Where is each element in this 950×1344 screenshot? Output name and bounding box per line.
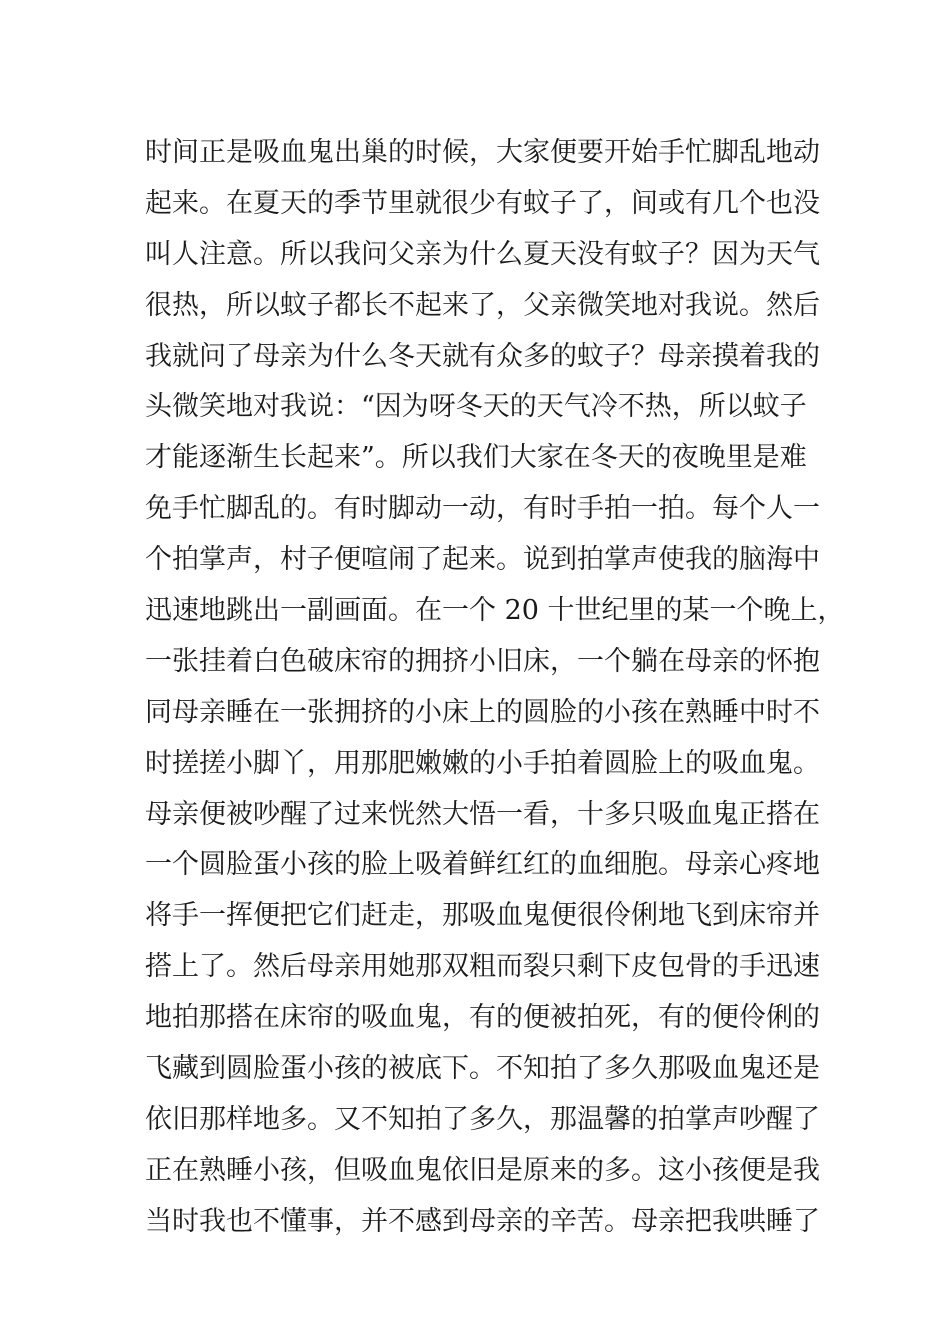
text-line: 个拍掌声，村子便喧闹了起来。说到拍掌声使我的脑海中 <box>145 544 820 576</box>
text-line: 起来。在夏天的季节里就很少有蚊子了，间或有几个也没 <box>145 187 820 219</box>
text-line: 正在熟睡小孩，但吸血鬼依旧是原来的多。这小孩便是我 <box>145 1154 820 1186</box>
text-line: 将手一挥便把它们赶走，那吸血鬼便很伶俐地飞到床帘并 <box>145 900 820 932</box>
text-line: 一张挂着白色破床帘的拥挤小旧床，一个躺在母亲的怀抱 <box>145 645 820 677</box>
text-line: 时搓搓小脚丫，用那肥嫩嫩的小手拍着圆脸上的吸血鬼。 <box>145 747 820 779</box>
text-line: 母亲便被吵醒了过来恍然大悟一看，十多只吸血鬼正搭在 <box>145 798 820 830</box>
text-line: 依旧那样地多。又不知拍了多久，那温馨的拍掌声吵醒了 <box>145 1103 820 1135</box>
text-line: 一个圆脸蛋小孩的脸上吸着鲜红红的血细胞。母亲心疼地 <box>145 849 820 881</box>
text-line: 地拍那搭在床帘的吸血鬼，有的便被拍死，有的便伶俐的 <box>145 1002 820 1034</box>
text-line: 飞藏到圆脸蛋小孩的被底下。不知拍了多久那吸血鬼还是 <box>145 1053 820 1085</box>
text-line: 同母亲睡在一张拥挤的小床上的圆脸的小孩在熟睡中时不 <box>145 696 820 728</box>
text-line: 迅速地跳出一副画面。在一个 20 十世纪里的某一个晚上， <box>145 595 845 627</box>
body-text <box>145 128 845 1248</box>
text-line: 搭上了。然后母亲用她那双粗而裂只剩下皮包骨的手迅速 <box>145 951 820 983</box>
text-line: 当时我也不懂事，并不感到母亲的辛苦。母亲把我哄睡了 <box>145 1205 820 1237</box>
text-line: 才能逐渐生长起来”。所以我们大家在冬天的夜晚里是难 <box>145 442 807 474</box>
text-line: 叫人注意。所以我问父亲为什么夏天没有蚊子？因为天气 <box>145 238 820 270</box>
text-line: 很热，所以蚊子都长不起来了，父亲微笑地对我说。然后 <box>145 289 820 321</box>
text-line: 免手忙脚乱的。有时脚动一动，有时手拍一拍。每个人一 <box>145 493 820 525</box>
text-line: 头微笑地对我说：“因为呀冬天的天气冷不热，所以蚊子 <box>145 391 807 423</box>
text-line: 我就问了母亲为什么冬天就有众多的蚊子？母亲摸着我的 <box>145 340 820 372</box>
text-line: 时间正是吸血鬼出巢的时候，大家便要开始手忙脚乱地动 <box>145 137 820 168</box>
